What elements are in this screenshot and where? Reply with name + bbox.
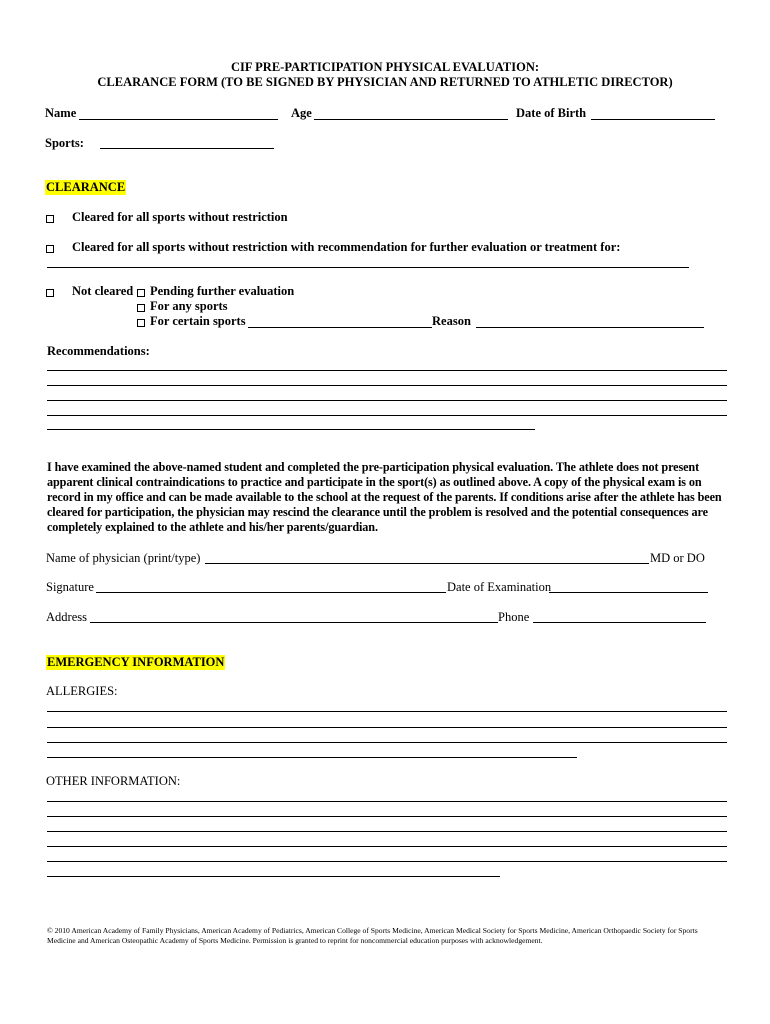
- option2-checkbox[interactable]: [46, 241, 54, 259]
- physician-name-label: Name of physician (print/type): [46, 551, 201, 565]
- recommendations-line[interactable]: [47, 370, 727, 371]
- signature-field[interactable]: [96, 592, 446, 593]
- option2-detail-line[interactable]: [47, 267, 689, 268]
- certain-sports-label: For certain sports: [150, 314, 246, 328]
- age-label: Age: [291, 106, 312, 120]
- allergies-label: ALLERGIES:: [46, 684, 118, 698]
- copyright-footer: © 2010 American Academy of Family Physicians, American Academy of Pediatrics, American College of Sports Medicine, American Medical Society for Sports Medicine, American Orthopaedic Society for Sports Medicine and American Osteopathic Academy of Sports Medicine. Permission is granted to reprint for noncommercial education purposes with acknowledgement.: [47, 926, 698, 945]
- address-field[interactable]: [90, 622, 498, 623]
- clearance-heading: CLEARANCE: [46, 180, 126, 194]
- address-label: Address: [46, 610, 87, 624]
- name-label: Name: [45, 106, 77, 120]
- other-info-line[interactable]: [47, 876, 500, 877]
- other-info-line[interactable]: [47, 861, 727, 862]
- signature-label: Signature: [46, 580, 94, 594]
- recommendations-label: Recommendations:: [47, 344, 150, 358]
- allergies-line[interactable]: [47, 742, 727, 743]
- allergies-line[interactable]: [47, 757, 577, 758]
- physician-name-field[interactable]: [205, 563, 649, 564]
- dob-field[interactable]: [591, 119, 715, 120]
- name-field[interactable]: [79, 119, 278, 120]
- sports-label: Sports:: [45, 136, 84, 150]
- form-title-line1: CIF PRE-PARTICIPATION PHYSICAL EVALUATION:: [230, 60, 540, 74]
- recommendations-line[interactable]: [47, 385, 727, 386]
- dob-label: Date of Birth: [516, 106, 587, 120]
- certain-sports-checkbox[interactable]: [137, 315, 145, 333]
- phone-label: Phone: [498, 610, 530, 624]
- reason-field[interactable]: [476, 327, 704, 328]
- reason-label: Reason: [432, 314, 471, 328]
- emergency-heading: EMERGENCY INFORMATION: [47, 655, 225, 669]
- allergies-line[interactable]: [47, 727, 727, 728]
- any-sports-label: For any sports: [150, 299, 228, 313]
- certain-sports-field[interactable]: [248, 327, 432, 328]
- option1-checkbox[interactable]: [46, 211, 54, 229]
- phone-field[interactable]: [533, 622, 706, 623]
- recommendations-line[interactable]: [47, 429, 535, 430]
- other-info-line[interactable]: [47, 816, 727, 817]
- option2-label: Cleared for all sports without restriction with recommendation for further evaluation or treatment for:: [72, 240, 621, 254]
- recommendations-line[interactable]: [47, 415, 727, 416]
- other-info-label: OTHER INFORMATION:: [46, 774, 181, 788]
- sports-field[interactable]: [100, 148, 274, 149]
- allergies-line[interactable]: [47, 711, 727, 712]
- age-field[interactable]: [314, 119, 508, 120]
- form-title-line2: CLEARANCE FORM (TO BE SIGNED BY PHYSICIAN AND RETURNED TO ATHLETIC DIRECTOR): [97, 75, 673, 89]
- physician-statement: I have examined the above-named student and completed the pre-participation physical evaluation. The athlete does not present apparent clinical contraindications to practice and participate in the sport(s) as outlined above. A copy of the physical exam is on record in my office and can be made available to the school at the request of the parents. If conditions arise after the athlete has been cleared for participation, the physician may rescind the clearance until the problem is resolved and the potential consequences are completely explained to the athlete and his/her parents/guardian.: [47, 460, 722, 534]
- other-info-line[interactable]: [47, 831, 727, 832]
- pending-label: Pending further evaluation: [150, 284, 295, 298]
- recommendations-line[interactable]: [47, 400, 727, 401]
- other-info-line[interactable]: [47, 846, 727, 847]
- exam-date-field[interactable]: [549, 592, 708, 593]
- md-do-label: MD or DO: [650, 551, 705, 565]
- option1-label: Cleared for all sports without restriction: [72, 210, 288, 224]
- other-info-line[interactable]: [47, 801, 727, 802]
- option3-label: Not cleared: [72, 284, 134, 298]
- exam-date-label: Date of Examination: [447, 580, 552, 594]
- option3-checkbox[interactable]: [46, 285, 54, 303]
